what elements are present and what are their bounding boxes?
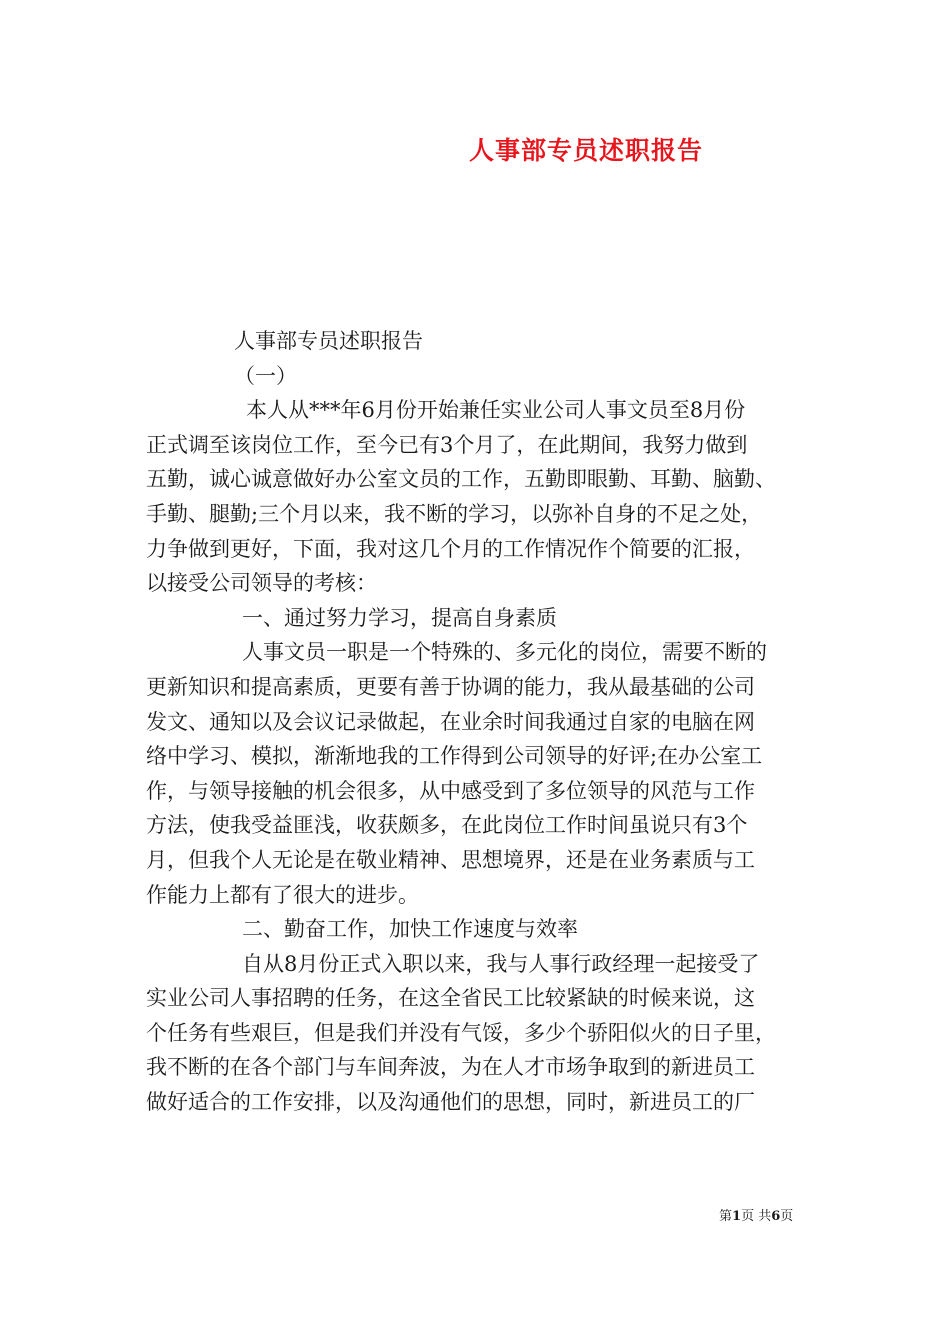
paragraph-line: 实业公司人事招聘的任务，在这全省民工比较紧缺的时候来说，这 — [146, 986, 755, 1011]
paragraph-line: 络中学习、模拟，渐渐地我的工作得到公司领导的好评;在办公室工 — [146, 744, 763, 769]
page-footer — [719, 1205, 793, 1224]
paragraph-line: 正式调至该岗位工作，至今已有3个月了，在此期间，我努力做到 — [146, 432, 748, 457]
paragraph-line: 人事文员一职是一个特殊的、多元化的岗位，需要不断的 — [242, 640, 767, 665]
paragraph-line: 发文、通知以及会议记录做起，在业余时间我通过自家的电脑在网 — [146, 709, 755, 734]
paragraph-line: 以接受公司领导的考核： — [146, 571, 377, 596]
footer-suffix: 页 — [780, 1209, 794, 1224]
paragraph-line: 更新知识和提高素质，更要有善于协调的能力，我从最基础的公司 — [146, 674, 755, 699]
paragraph-line: 力争做到更好，下面，我对这几个月的工作情况作个简要的汇报， — [146, 536, 755, 561]
paragraph-line: 我不断的在各个部门与车间奔波，为在人才市场争取到的新进员工 — [146, 1055, 755, 1080]
paragraph-line: 手勤、腿勤;三个月以来，我不断的学习，以弥补自身的不足之处， — [146, 501, 763, 526]
footer-page-number: 1 — [732, 1209, 742, 1224]
paragraph-line: 作，与领导接触的机会很多，从中感受到了多位领导的风范与工作 — [146, 778, 755, 803]
paragraph-line: 月，但我个人无论是在敬业精神、思想境界，还是在业务素质与工 — [146, 847, 755, 872]
paragraph-line: 方法，使我受益匪浅，收获颇多，在此岗位工作时间虽说只有3个 — [146, 813, 748, 838]
footer-prefix: 第 — [719, 1209, 733, 1224]
paragraph-line: 自从8月份正式入职以来，我与人事行政经理一起接受了 — [242, 951, 760, 976]
paragraph-line: 个任务有些艰巨，但是我们并没有气馁，多少个骄阳似火的日子里， — [146, 1020, 776, 1045]
paragraph-line: 做好适合的工作安排，以及沟通他们的思想，同时，新进员工的厂 — [146, 1090, 755, 1115]
document-title: 人事部专员述职报告 — [469, 136, 704, 165]
section-heading: 一、通过努力学习，提高自身素质 — [242, 605, 557, 630]
section-heading: 二、勤奋工作，加快工作速度与效率 — [242, 917, 578, 942]
paragraph-line: 本人从***年6月份开始兼任实业公司人事文员至8月份 — [246, 398, 746, 423]
paragraph-line: 作能力上都有了很大的进步。 — [146, 882, 419, 907]
footer-total-pages: 6 — [771, 1209, 781, 1224]
subtitle: 人事部专员述职报告 — [234, 329, 423, 353]
footer-middle: 页 共 — [741, 1209, 772, 1224]
paragraph-line: 五勤，诚心诚意做好办公室文员的工作，五勤即眼勤、耳勤、脑勤、 — [146, 467, 776, 492]
part-label: （一） — [234, 363, 297, 388]
document-body — [146, 324, 826, 1120]
